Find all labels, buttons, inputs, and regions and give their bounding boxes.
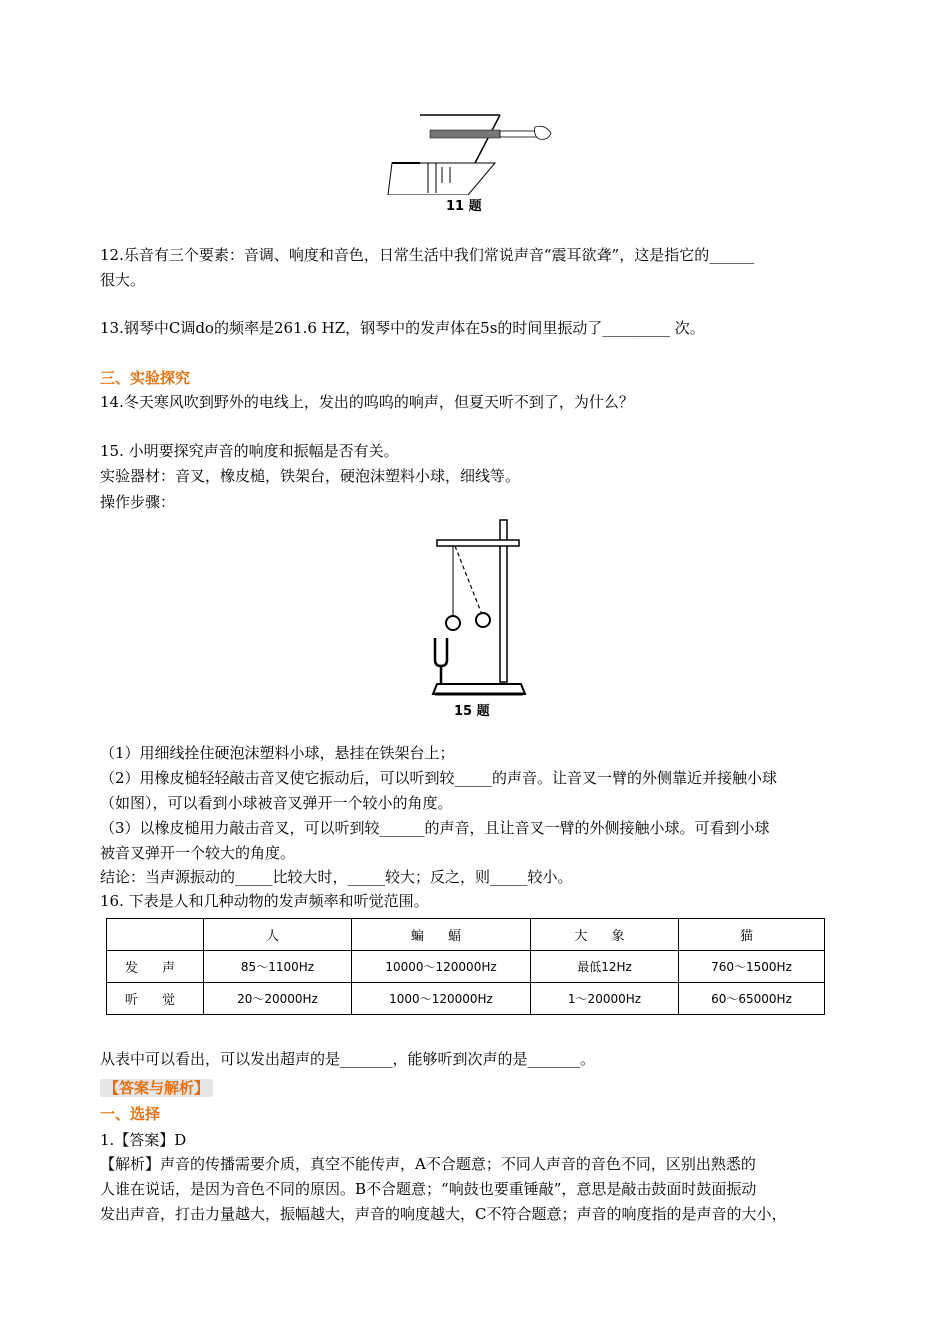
table-header-row: [107, 919, 825, 951]
q16-question: 从表中可以看出，可以发出超声的是_______，能够听到次声的是_______。: [100, 1050, 596, 1068]
analysis-1-line2: 人谁在说话，是因为音色不同的原因。B不合题意；“响鼓也要重锤敲”，意思是敲击鼓面时鼓面振动: [100, 1180, 757, 1198]
q15-conclusion: 结论：当声源振动的_____比较大时，_____较大；反之，则_____较小。: [100, 868, 573, 886]
q15-materials: 实验器材：音叉，橡皮槌，铁架台，硬泡沫塑料小球，细线等。: [100, 467, 521, 485]
table-row-label: 听 觉: [107, 983, 204, 1015]
figure-15: [425, 516, 530, 698]
q15-step1: （1）用细线拴住硬泡沫塑料小球，悬挂在铁架台上；: [100, 744, 455, 762]
q15-steps-label: 操作步骤：: [100, 493, 176, 511]
answers-title-text: 【答案与解析】: [100, 1079, 213, 1097]
table-cell: 60～65000Hz: [679, 983, 825, 1015]
q15-intro: 15. 小明要探究声音的响度和振幅是否有关。: [100, 442, 399, 460]
ruler-table-diagram: [380, 105, 570, 195]
table-cell: 1000～120000Hz: [352, 983, 531, 1015]
table-row: [107, 951, 825, 983]
frequency-table: [106, 918, 825, 1015]
table-cell: 85～1100Hz: [204, 951, 352, 983]
section3-title: 三、实验探究: [100, 369, 191, 387]
q15-step3a: （3）以橡皮槌用力敲击音叉，可以听到较______的声音，且让音叉一臂的外侧接触小球。可看到小球: [100, 819, 770, 837]
table-cell: 最低12Hz: [531, 951, 679, 983]
analysis-1-line1: 【解析】声音的传播需要介质，真空不能传声，A不合题意；不同人声音的音色不同，区别出熟悉的: [100, 1155, 756, 1173]
table-cell: 10000～120000Hz: [352, 951, 531, 983]
q14-text: 14.冬天寒风吹到野外的电线上，发出的呜呜的响声，但夏天听不到了，为什么？: [100, 393, 634, 411]
table-header-cell: 蝙 蝠: [352, 919, 531, 951]
q15-step3b: 被音叉弹开一个较大的角度。: [100, 844, 296, 862]
q12-line2: 很大。: [100, 271, 146, 289]
table-cell: 20～20000Hz: [204, 983, 352, 1015]
figure-15-caption: 15 题: [454, 704, 490, 719]
tuning-fork-pendulum-diagram: [425, 516, 530, 698]
figure-11: [380, 105, 570, 195]
answer-1: 1.【答案】D: [100, 1131, 187, 1149]
q16-intro: 16. 下表是人和几种动物的发声频率和听觉范围。: [100, 892, 429, 910]
q13-text: 13.钢琴中C调do的频率是261.6 HZ，钢琴中的发声体在5s的时间里振动了_________ 次。: [100, 319, 705, 337]
table-cell: 760～1500Hz: [679, 951, 825, 983]
q15-step2b: （如图），可以看到小球被音叉弹开一个较小的角度。: [100, 794, 453, 812]
table-header-cell: 大 象: [531, 919, 679, 951]
table-header-cell: [107, 919, 204, 951]
table-cell: 1～20000Hz: [531, 983, 679, 1015]
q12-line1: 12.乐音有三个要素：音调、响度和音色，日常生活中我们常说声音“震耳欲聋”，这是指它的______: [100, 246, 755, 264]
q15-step2a: （2）用橡皮槌轻轻敲击音叉使它振动后，可以听到较_____的声音。让音叉一臂的外侧靠近并接触小球: [100, 769, 778, 787]
figure-11-caption: 11 题: [446, 199, 482, 214]
table-row-label: 发 声: [107, 951, 204, 983]
table-header-cell: 人: [204, 919, 352, 951]
table-header-cell: 猫: [679, 919, 825, 951]
analysis-1-line3: 发出声音，打击力量越大，振幅越大，声音的响度越大，C不符合题意；声音的响度指的是声音的大小，: [100, 1205, 787, 1223]
answers-title: [100, 1078, 213, 1098]
table-row: [107, 983, 825, 1015]
answers-section1: 一、选择: [100, 1105, 161, 1123]
